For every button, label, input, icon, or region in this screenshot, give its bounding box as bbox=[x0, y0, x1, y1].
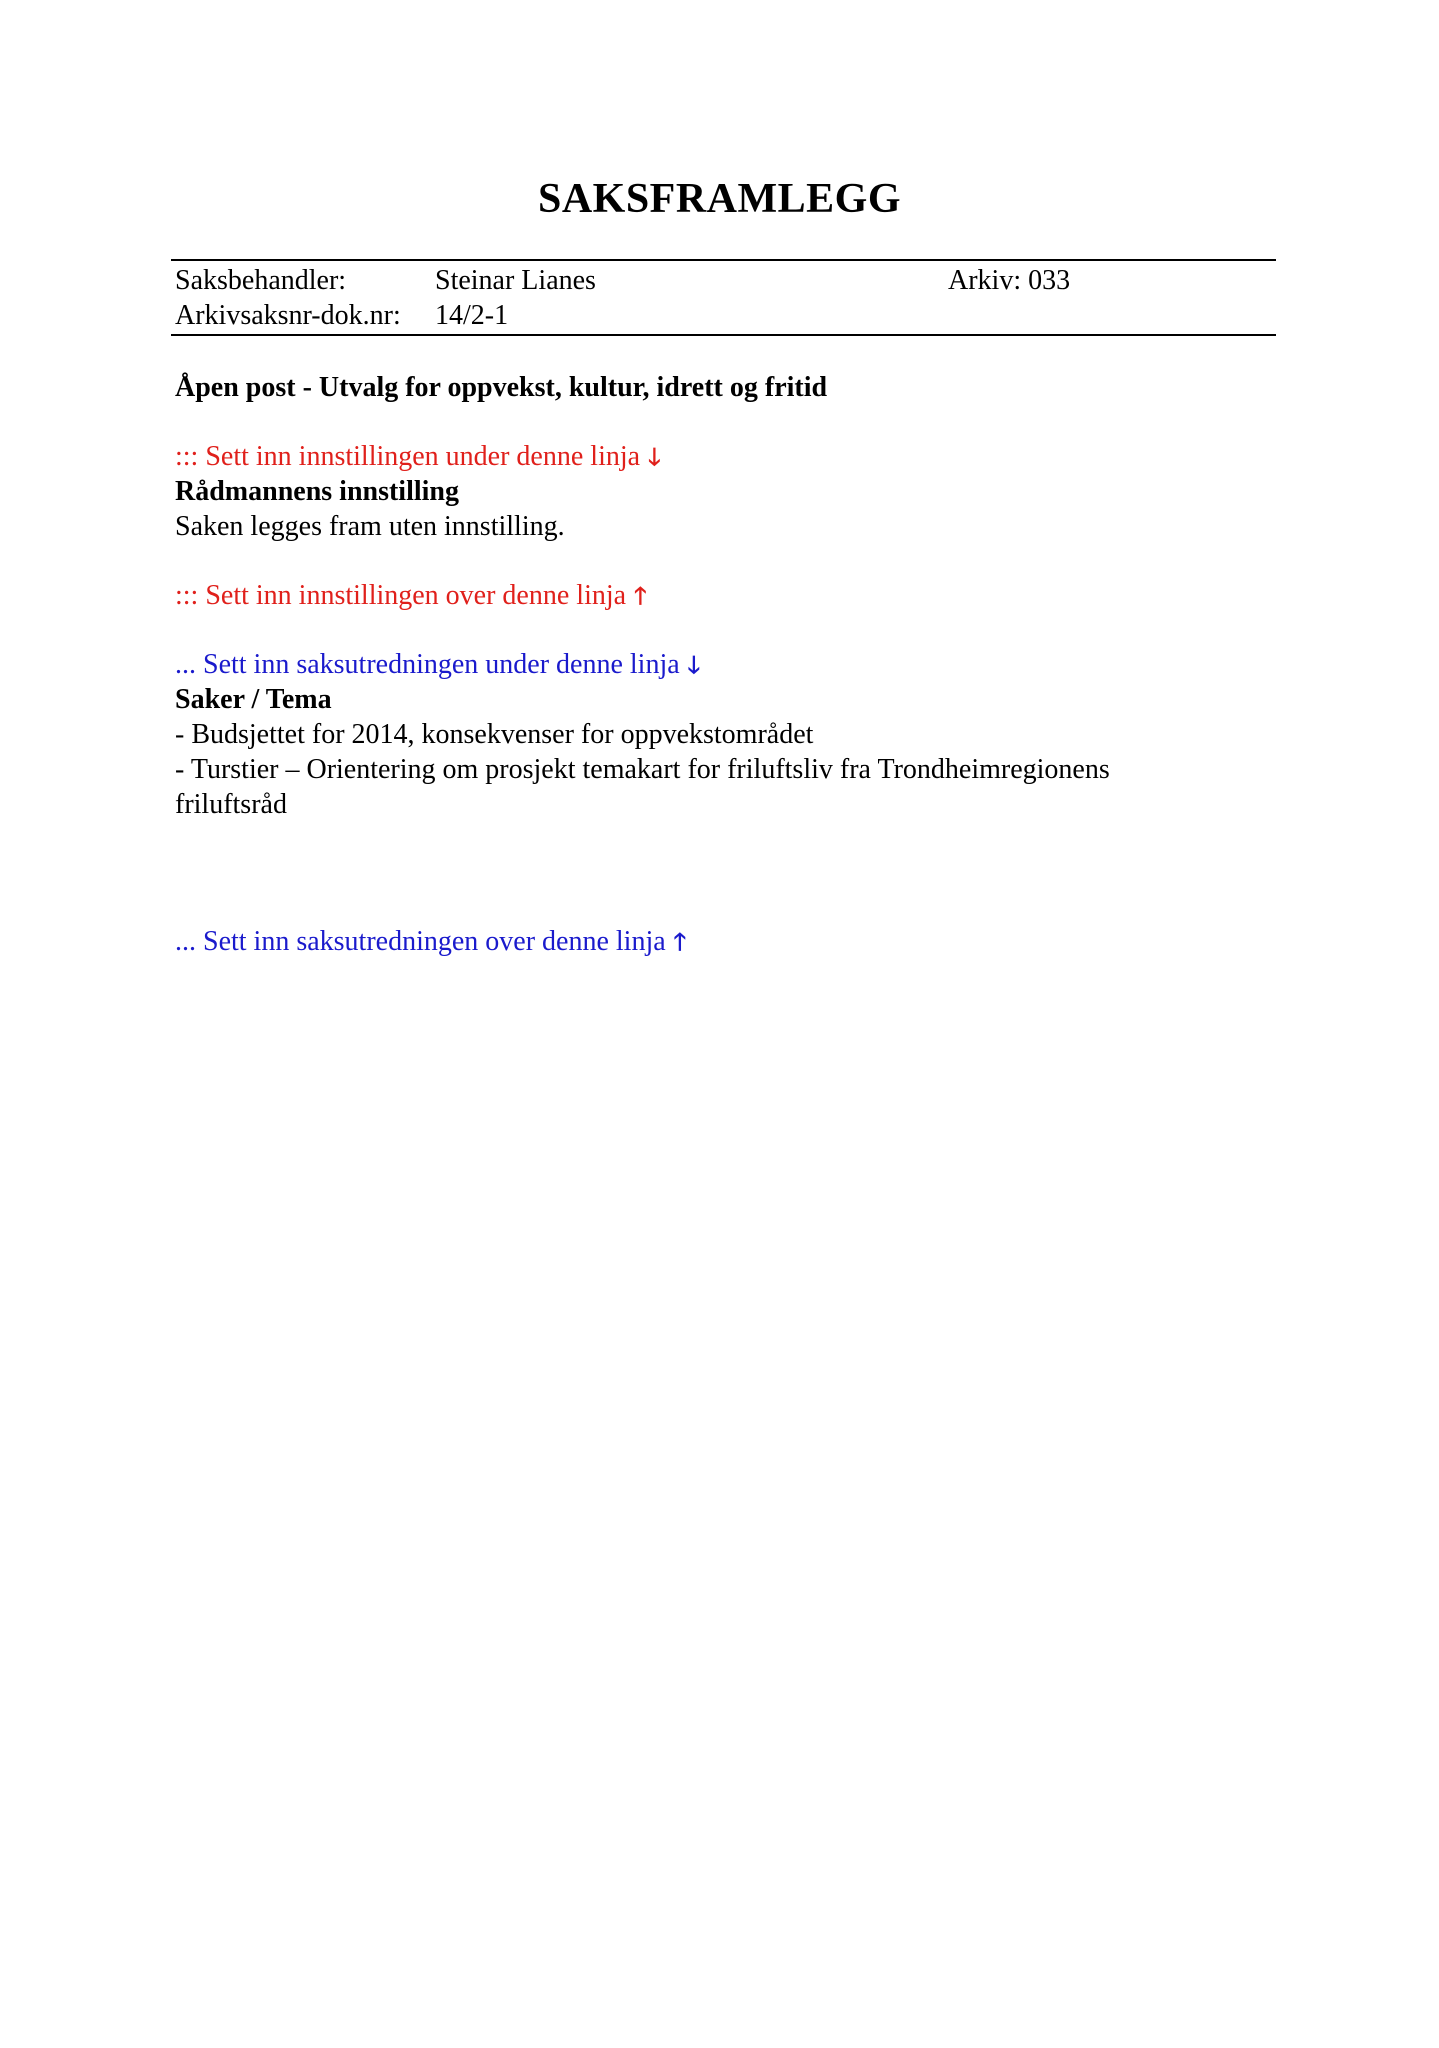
arrow-up-icon: 🡑 bbox=[634, 582, 647, 610]
innstilling-end-marker bbox=[175, 579, 647, 613]
arrow-down-icon: 🡓 bbox=[648, 443, 661, 471]
arrow-up-icon: 🡑 bbox=[673, 928, 687, 956]
saksutredning-end-marker bbox=[175, 925, 686, 959]
innstilling-start-marker bbox=[175, 440, 661, 474]
list-item: - Budsjettet for 2014, konsekvenser for oppvekstområdet bbox=[175, 719, 814, 750]
saker-heading: Saker / Tema bbox=[175, 684, 332, 715]
saksbehandler-value: Steinar Lianes bbox=[435, 265, 596, 296]
saksutredning-end-marker-text: ... Sett inn saksutredningen over denne linja bbox=[175, 926, 666, 957]
saksutredning-start-marker bbox=[175, 648, 700, 682]
arkivsaksnr-label: Arkivsaksnr-dok.nr: bbox=[175, 300, 401, 331]
subject-heading: Åpen post - Utvalg for oppvekst, kultur, idrett og fritid bbox=[175, 372, 828, 403]
list-item: friluftsråd bbox=[175, 789, 287, 820]
saksutredning-start-marker-text: ... Sett inn saksutredningen under denne linja bbox=[175, 649, 680, 680]
header-bottom-rule bbox=[171, 334, 1276, 336]
arrow-down-icon: 🡓 bbox=[687, 651, 701, 679]
innstilling-heading: Rådmannens innstilling bbox=[175, 476, 459, 507]
saksbehandler-label: Saksbehandler: bbox=[175, 265, 347, 296]
list-item: - Turstier – Orientering om prosjekt temakart for friluftsliv fra Trondheimregionens bbox=[175, 754, 1110, 785]
header-top-rule bbox=[171, 259, 1276, 261]
innstilling-start-marker-text: ::: Sett inn innstillingen under denne linja bbox=[175, 441, 641, 472]
innstilling-end-marker-text: ::: Sett inn innstillingen over denne linja bbox=[175, 580, 627, 611]
arkiv-value: Arkiv: 033 bbox=[948, 265, 1071, 296]
innstilling-text: Saken legges fram uten innstilling. bbox=[175, 511, 565, 542]
document-title: SAKSFRAMLEGG bbox=[537, 176, 902, 222]
arkivsaksnr-value: 14/2-1 bbox=[435, 300, 509, 331]
